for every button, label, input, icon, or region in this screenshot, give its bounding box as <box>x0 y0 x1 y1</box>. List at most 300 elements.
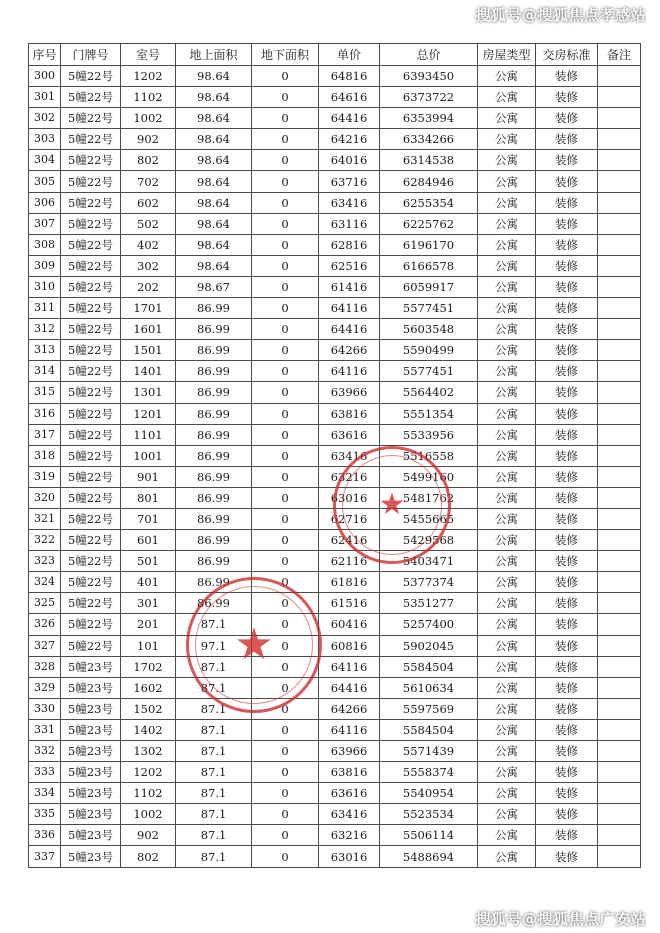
table-cell: 公寓 <box>478 846 536 867</box>
table-row <box>29 572 641 593</box>
table-cell: 301 <box>121 593 176 614</box>
table-cell: 公寓 <box>478 276 536 297</box>
table-cell: 5幢22号 <box>61 298 121 319</box>
table-cell: 5幢22号 <box>61 593 121 614</box>
table-cell: 装修 <box>536 129 598 150</box>
table-cell: 装修 <box>536 66 598 87</box>
table-cell: 0 <box>252 171 319 192</box>
table-cell: 333 <box>29 762 61 783</box>
table-row <box>29 424 641 445</box>
table-cell: 63966 <box>319 741 380 762</box>
table-cell: 0 <box>252 487 319 508</box>
table-cell: 5597569 <box>380 698 478 719</box>
table-cell: 公寓 <box>478 234 536 255</box>
table-cell: 5351277 <box>380 593 478 614</box>
table-cell: 5558374 <box>380 762 478 783</box>
table-cell: 1502 <box>121 698 176 719</box>
table-row <box>29 382 641 403</box>
table-cell: 323 <box>29 551 61 572</box>
table-cell: 装修 <box>536 508 598 529</box>
table-cell: 0 <box>252 698 319 719</box>
table-cell: 装修 <box>536 719 598 740</box>
table-row <box>29 846 641 867</box>
table-row <box>29 445 641 466</box>
table-cell: 87.1 <box>176 804 252 825</box>
table-cell: 97.1 <box>176 635 252 656</box>
table-cell: 1102 <box>121 87 176 108</box>
table-cell: 64216 <box>319 129 380 150</box>
table-cell: 5540954 <box>380 783 478 804</box>
table-cell: 312 <box>29 319 61 340</box>
table-cell: 5516558 <box>380 445 478 466</box>
table-cell: 0 <box>252 403 319 424</box>
table-cell: 装修 <box>536 171 598 192</box>
table-cell: 公寓 <box>478 572 536 593</box>
table-cell: 63216 <box>319 825 380 846</box>
table-cell: 6353994 <box>380 108 478 129</box>
table-cell: 64116 <box>319 298 380 319</box>
table-cell: 63616 <box>319 783 380 804</box>
table-cell: 0 <box>252 846 319 867</box>
table-cell: 0 <box>252 234 319 255</box>
table-cell: 公寓 <box>478 487 536 508</box>
table-cell: 501 <box>121 551 176 572</box>
table-cell: 62516 <box>319 255 380 276</box>
table-cell: 1002 <box>121 108 176 129</box>
table-cell: 62816 <box>319 234 380 255</box>
table-cell: 6166578 <box>380 255 478 276</box>
table-cell: 装修 <box>536 213 598 234</box>
table-cell: 86.99 <box>176 572 252 593</box>
table-cell: 63416 <box>319 804 380 825</box>
table-cell: 0 <box>252 741 319 762</box>
table-cell: 5幢22号 <box>61 424 121 445</box>
table-row <box>29 635 641 656</box>
table-row <box>29 234 641 255</box>
table-cell: 87.1 <box>176 698 252 719</box>
table-cell: 5481762 <box>380 487 478 508</box>
table-cell: 公寓 <box>478 87 536 108</box>
table-cell <box>598 846 641 867</box>
table-cell: 301 <box>29 87 61 108</box>
table-cell: 5551354 <box>380 403 478 424</box>
table-cell: 0 <box>252 466 319 487</box>
table-row <box>29 66 641 87</box>
table-row <box>29 656 641 677</box>
table-cell: 64816 <box>319 66 380 87</box>
table-cell: 0 <box>252 213 319 234</box>
table-cell: 5377374 <box>380 572 478 593</box>
table-row <box>29 87 641 108</box>
table-row <box>29 403 641 424</box>
table-cell: 336 <box>29 825 61 846</box>
table-cell: 5幢22号 <box>61 213 121 234</box>
table-cell: 64616 <box>319 87 380 108</box>
table-cell <box>598 551 641 572</box>
table-cell: 公寓 <box>478 192 536 213</box>
table-cell: 5幢22号 <box>61 66 121 87</box>
table-cell: 0 <box>252 762 319 783</box>
table-cell: 64266 <box>319 340 380 361</box>
table-cell: 1202 <box>121 762 176 783</box>
table-cell: 装修 <box>536 572 598 593</box>
table-cell: 0 <box>252 825 319 846</box>
table-cell: 1201 <box>121 403 176 424</box>
table-cell: 5幢22号 <box>61 87 121 108</box>
table-cell: 1002 <box>121 804 176 825</box>
table-cell: 5幢22号 <box>61 445 121 466</box>
table-cell: 322 <box>29 530 61 551</box>
table-cell <box>598 255 641 276</box>
table-cell: 64416 <box>319 108 380 129</box>
table-cell: 328 <box>29 656 61 677</box>
table-cell: 1302 <box>121 741 176 762</box>
header-cell: 单价 <box>319 44 380 66</box>
table-cell: 0 <box>252 445 319 466</box>
table-cell: 5幢22号 <box>61 129 121 150</box>
table-cell: 63016 <box>319 846 380 867</box>
table-cell: 5902045 <box>380 635 478 656</box>
table-cell: 0 <box>252 255 319 276</box>
table-cell: 98.64 <box>176 129 252 150</box>
table-cell: 319 <box>29 466 61 487</box>
table-cell: 327 <box>29 635 61 656</box>
table-cell: 5幢23号 <box>61 804 121 825</box>
table-cell: 1602 <box>121 677 176 698</box>
table-cell: 公寓 <box>478 508 536 529</box>
table-cell: 装修 <box>536 530 598 551</box>
table-cell: 装修 <box>536 340 598 361</box>
table-cell: 5584504 <box>380 719 478 740</box>
table-row <box>29 466 641 487</box>
table-cell: 63616 <box>319 424 380 445</box>
table-row <box>29 741 641 762</box>
table-cell <box>598 530 641 551</box>
table-cell: 6059917 <box>380 276 478 297</box>
table-cell: 0 <box>252 551 319 572</box>
table-cell: 701 <box>121 508 176 529</box>
table-cell: 1101 <box>121 424 176 445</box>
table-cell: 装修 <box>536 255 598 276</box>
table-cell <box>598 508 641 529</box>
table-cell: 6393450 <box>380 66 478 87</box>
table-cell <box>598 825 641 846</box>
table-cell: 310 <box>29 276 61 297</box>
table-cell: 装修 <box>536 192 598 213</box>
table-cell <box>598 741 641 762</box>
table-cell: 装修 <box>536 593 598 614</box>
table-cell: 装修 <box>536 403 598 424</box>
table-cell: 5幢23号 <box>61 846 121 867</box>
header-cell: 序号 <box>29 44 61 66</box>
table-cell: 0 <box>252 719 319 740</box>
table-cell <box>598 719 641 740</box>
table-cell <box>598 66 641 87</box>
table-cell: 64116 <box>319 361 380 382</box>
table-cell <box>598 213 641 234</box>
table-cell: 314 <box>29 361 61 382</box>
table-cell: 87.1 <box>176 846 252 867</box>
table-cell: 装修 <box>536 551 598 572</box>
table-cell: 5488694 <box>380 846 478 867</box>
table-cell: 5幢22号 <box>61 340 121 361</box>
table-cell: 313 <box>29 340 61 361</box>
table-cell: 公寓 <box>478 213 536 234</box>
table-cell: 98.64 <box>176 234 252 255</box>
table-cell: 317 <box>29 424 61 445</box>
table-cell <box>598 445 641 466</box>
table-cell: 装修 <box>536 698 598 719</box>
table-cell: 装修 <box>536 783 598 804</box>
table-cell: 98.64 <box>176 192 252 213</box>
table-cell: 0 <box>252 572 319 593</box>
table-cell: 98.64 <box>176 108 252 129</box>
table-cell: 1301 <box>121 382 176 403</box>
header-cell: 室号 <box>121 44 176 66</box>
table-cell: 0 <box>252 361 319 382</box>
table-cell: 5幢22号 <box>61 234 121 255</box>
official-seal-stamp <box>186 577 322 713</box>
table-cell: 86.99 <box>176 340 252 361</box>
table-cell: 公寓 <box>478 719 536 740</box>
table-cell: 公寓 <box>478 340 536 361</box>
table-cell: 320 <box>29 487 61 508</box>
table-cell: 86.99 <box>176 508 252 529</box>
table-cell: 5590499 <box>380 340 478 361</box>
table-row <box>29 276 641 297</box>
table-cell: 0 <box>252 614 319 635</box>
table-cell: 63816 <box>319 762 380 783</box>
table-cell: 61816 <box>319 572 380 593</box>
table-cell: 202 <box>121 276 176 297</box>
table-cell: 303 <box>29 129 61 150</box>
table-cell: 324 <box>29 572 61 593</box>
table-cell: 公寓 <box>478 150 536 171</box>
table-body <box>29 66 641 868</box>
table-cell: 装修 <box>536 108 598 129</box>
table-cell: 6284946 <box>380 171 478 192</box>
table-cell: 98.64 <box>176 87 252 108</box>
header-cell: 地下面积 <box>252 44 319 66</box>
table-cell: 5523534 <box>380 804 478 825</box>
table-cell: 62716 <box>319 508 380 529</box>
table-cell: 87.1 <box>176 825 252 846</box>
table-cell: 公寓 <box>478 424 536 445</box>
table-row <box>29 762 641 783</box>
table-cell: 5幢22号 <box>61 276 121 297</box>
table-cell <box>598 403 641 424</box>
table-cell <box>598 593 641 614</box>
table-cell: 公寓 <box>478 656 536 677</box>
table-cell: 5584504 <box>380 656 478 677</box>
table-cell: 702 <box>121 171 176 192</box>
table-cell: 装修 <box>536 656 598 677</box>
table-row <box>29 192 641 213</box>
table-row <box>29 255 641 276</box>
table-cell: 0 <box>252 192 319 213</box>
table-cell <box>598 129 641 150</box>
table-cell: 86.99 <box>176 593 252 614</box>
table-cell: 0 <box>252 593 319 614</box>
table-cell: 0 <box>252 508 319 529</box>
table-cell: 0 <box>252 319 319 340</box>
table-cell: 0 <box>252 635 319 656</box>
table-cell: 1202 <box>121 66 176 87</box>
table-cell: 装修 <box>536 382 598 403</box>
table-cell: 公寓 <box>478 66 536 87</box>
table-cell: 63116 <box>319 213 380 234</box>
table-cell <box>598 698 641 719</box>
table-cell: 0 <box>252 87 319 108</box>
table-cell: 5455665 <box>380 508 478 529</box>
table-cell: 5幢22号 <box>61 614 121 635</box>
table-cell: 5610634 <box>380 677 478 698</box>
table-row <box>29 361 641 382</box>
table-cell: 87.1 <box>176 656 252 677</box>
table-cell: 64416 <box>319 677 380 698</box>
star-icon: ★ <box>234 619 274 670</box>
table-header-row <box>29 44 641 66</box>
table-cell: 5257400 <box>380 614 478 635</box>
table-cell: 302 <box>29 108 61 129</box>
table-cell: 5幢23号 <box>61 677 121 698</box>
table-cell: 0 <box>252 129 319 150</box>
table-row <box>29 614 641 635</box>
table-cell: 5幢22号 <box>61 108 121 129</box>
table-cell: 公寓 <box>478 677 536 698</box>
table-cell: 5幢22号 <box>61 487 121 508</box>
table-cell: 装修 <box>536 150 598 171</box>
table-cell: 装修 <box>536 762 598 783</box>
table-cell: 64116 <box>319 719 380 740</box>
table-cell: 332 <box>29 741 61 762</box>
table-cell: 5506114 <box>380 825 478 846</box>
table-cell: 公寓 <box>478 255 536 276</box>
table-cell: 86.99 <box>176 530 252 551</box>
table-cell: 101 <box>121 635 176 656</box>
table-cell: 6314538 <box>380 150 478 171</box>
table-cell: 86.99 <box>176 319 252 340</box>
table-cell <box>598 614 641 635</box>
table-cell: 335 <box>29 804 61 825</box>
table-cell: 62416 <box>319 530 380 551</box>
watermark-bottom: 搜狐号@搜狐焦点广安站 <box>475 910 646 928</box>
table-cell: 5幢23号 <box>61 825 121 846</box>
table-cell: 201 <box>121 614 176 635</box>
table-cell: 329 <box>29 677 61 698</box>
table-cell <box>598 635 641 656</box>
table-cell <box>598 361 641 382</box>
table-cell: 5幢22号 <box>61 255 121 276</box>
table-cell: 公寓 <box>478 466 536 487</box>
table-cell: 5幢22号 <box>61 530 121 551</box>
table-cell: 0 <box>252 340 319 361</box>
table-cell: 0 <box>252 108 319 129</box>
price-table-container <box>28 43 640 868</box>
table-cell <box>598 656 641 677</box>
table-cell: 502 <box>121 213 176 234</box>
table-cell: 64116 <box>319 656 380 677</box>
table-cell <box>598 150 641 171</box>
table-cell <box>598 804 641 825</box>
table-cell: 5幢23号 <box>61 719 121 740</box>
table-cell: 331 <box>29 719 61 740</box>
table-cell: 装修 <box>536 804 598 825</box>
table-cell: 86.99 <box>176 424 252 445</box>
table-cell: 5429568 <box>380 530 478 551</box>
table-cell <box>598 298 641 319</box>
table-row <box>29 551 641 572</box>
table-cell: 87.1 <box>176 614 252 635</box>
header-cell: 总价 <box>380 44 478 66</box>
table-cell: 330 <box>29 698 61 719</box>
table-cell: 1402 <box>121 719 176 740</box>
table-cell: 1102 <box>121 783 176 804</box>
table-cell: 801 <box>121 487 176 508</box>
table-cell <box>598 572 641 593</box>
table-cell: 601 <box>121 530 176 551</box>
table-cell: 86.99 <box>176 361 252 382</box>
table-cell: 63216 <box>319 466 380 487</box>
table-cell: 86.99 <box>176 551 252 572</box>
table-cell: 87.1 <box>176 762 252 783</box>
table-cell: 公寓 <box>478 298 536 319</box>
table-cell: 装修 <box>536 298 598 319</box>
table-cell: 901 <box>121 466 176 487</box>
table-cell: 0 <box>252 656 319 677</box>
table-cell: 325 <box>29 593 61 614</box>
table-cell: 315 <box>29 382 61 403</box>
table-cell: 公寓 <box>478 530 536 551</box>
table-cell: 0 <box>252 150 319 171</box>
table-cell: 902 <box>121 825 176 846</box>
table-row <box>29 530 641 551</box>
table-cell: 5幢23号 <box>61 783 121 804</box>
table-cell <box>598 171 641 192</box>
table-cell: 304 <box>29 150 61 171</box>
table-row <box>29 171 641 192</box>
table-cell: 307 <box>29 213 61 234</box>
table-cell: 401 <box>121 572 176 593</box>
table-cell: 337 <box>29 846 61 867</box>
table-cell: 公寓 <box>478 614 536 635</box>
table-row <box>29 719 641 740</box>
table-cell: 装修 <box>536 846 598 867</box>
table-cell: 60816 <box>319 635 380 656</box>
header-cell: 地上面积 <box>176 44 252 66</box>
table-cell: 61416 <box>319 276 380 297</box>
table-cell: 公寓 <box>478 741 536 762</box>
table-row <box>29 213 641 234</box>
table-cell: 装修 <box>536 445 598 466</box>
table-cell: 5幢22号 <box>61 635 121 656</box>
table-cell: 326 <box>29 614 61 635</box>
table-cell: 6225762 <box>380 213 478 234</box>
official-seal-stamp <box>333 446 451 564</box>
table-cell: 802 <box>121 846 176 867</box>
table-cell: 63016 <box>319 487 380 508</box>
table-cell: 公寓 <box>478 635 536 656</box>
table-cell: 公寓 <box>478 171 536 192</box>
table-cell: 0 <box>252 66 319 87</box>
table-cell: 装修 <box>536 635 598 656</box>
table-cell: 5幢22号 <box>61 192 121 213</box>
table-cell: 402 <box>121 234 176 255</box>
table-cell: 公寓 <box>478 108 536 129</box>
table-row <box>29 825 641 846</box>
table-cell: 63416 <box>319 445 380 466</box>
table-cell: 0 <box>252 382 319 403</box>
